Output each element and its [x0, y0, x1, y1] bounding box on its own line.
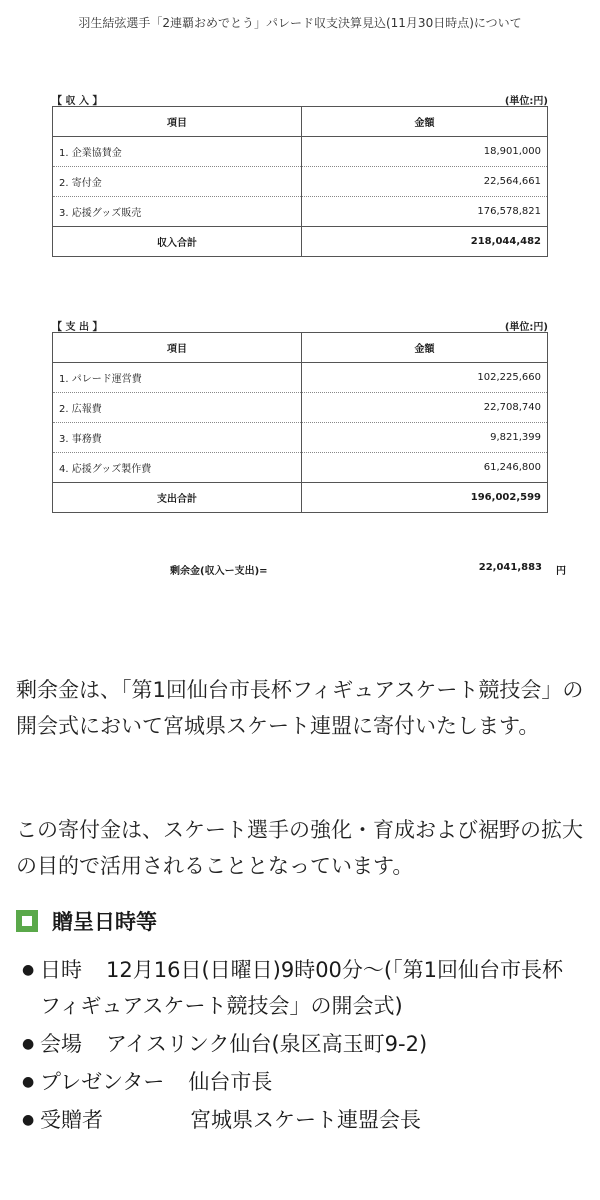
- income-section-header: [52, 92, 548, 107]
- document-title: 羽生結弦選手「2連覇おめでとう」パレード収支決算見込(11月30日時点)について: [78, 16, 522, 30]
- income-label: 【 収 入 】: [52, 96, 103, 107]
- table-row: [53, 167, 548, 197]
- list-item-body: [40, 952, 582, 1024]
- expense-amount: 102,225,660: [302, 363, 548, 393]
- list-item-label: 会場: [40, 1032, 82, 1056]
- list-item-label: 日時: [40, 958, 82, 982]
- list-item-body: [40, 1026, 582, 1062]
- table-row: [53, 453, 548, 483]
- list-item-value: 12月16日(日曜日)9時00分〜(「第1回仙台市長杯フィギュアスケート競技会」の開会式): [40, 958, 563, 1018]
- expense-item: 1. パレード運営費: [53, 363, 302, 393]
- list-item: [22, 1102, 582, 1138]
- income-total-label: 収入合計: [53, 227, 302, 257]
- income-header-row: [53, 107, 548, 137]
- bullet-icon: ●: [22, 1074, 35, 1090]
- income-amount: 18,901,000: [302, 137, 548, 167]
- section-heading: [16, 906, 157, 936]
- list-item: [22, 1064, 582, 1100]
- income-item: 2. 寄付金: [53, 167, 302, 197]
- bullet-icon: ●: [22, 1036, 35, 1052]
- income-total-row: [53, 227, 548, 257]
- expense-total-row: [53, 483, 548, 513]
- list-item: [22, 1026, 582, 1062]
- list-item-value: 宮城県スケート連盟会長: [190, 1108, 421, 1132]
- surplus-label: 剰余金(収入ー支出)=: [170, 566, 268, 577]
- expense-unit: (単位:円): [504, 322, 548, 333]
- list-item-body: [40, 1102, 582, 1138]
- list-item: [22, 952, 582, 1024]
- bullet-icon: ●: [22, 962, 35, 978]
- list-item-label: 受贈者: [40, 1108, 103, 1132]
- income-header-amount: 金額: [302, 107, 548, 137]
- table-row: [53, 363, 548, 393]
- income-item: 1. 企業協賛金: [53, 137, 302, 167]
- surplus-line: [170, 562, 566, 577]
- expense-total-amount: 196,002,599: [302, 483, 548, 513]
- bullet-icon: ●: [22, 1112, 35, 1128]
- table-row: [53, 423, 548, 453]
- expense-total-label: 支出合計: [53, 483, 302, 513]
- list-item-label: プレゼンター: [40, 1070, 165, 1094]
- expense-header-item: 項目: [53, 333, 302, 363]
- expense-label: 【 支 出 】: [52, 322, 103, 333]
- paragraph-donation: 剰余金は、「第1回仙台市長杯フィギュアスケート競技会」の開会式において宮城県スケート連盟に寄付いたします。: [16, 678, 584, 738]
- expense-amount: 9,821,399: [302, 423, 548, 453]
- list-item-value: アイスリンク仙台(泉区高玉町9-2): [106, 1032, 428, 1056]
- table-row: [53, 137, 548, 167]
- expense-amount: 22,708,740: [302, 393, 548, 423]
- presentation-details-list: [22, 952, 582, 1140]
- expense-header-amount: 金額: [302, 333, 548, 363]
- expense-item: 3. 事務費: [53, 423, 302, 453]
- surplus-unit: 円: [556, 566, 566, 577]
- surplus-amount: 22,041,883: [478, 562, 542, 573]
- expense-item: 2. 広報費: [53, 393, 302, 423]
- income-total-amount: 218,044,482: [302, 227, 548, 257]
- table-row: [53, 197, 548, 227]
- income-item: 3. 応援グッズ販売: [53, 197, 302, 227]
- expense-section-header: [52, 318, 548, 333]
- expense-item: 4. 応援グッズ製作費: [53, 453, 302, 483]
- income-table: [52, 106, 548, 257]
- expense-table: [52, 332, 548, 513]
- expense-header-row: [53, 333, 548, 363]
- list-item-body: [40, 1064, 582, 1100]
- table-row: [53, 393, 548, 423]
- green-square-icon: [16, 910, 38, 932]
- income-unit: (単位:円): [504, 96, 548, 107]
- paragraph-purpose: この寄付金は、スケート選手の強化・育成および裾野の拡大の目的で活用されることとなっています。: [16, 818, 583, 878]
- income-header-item: 項目: [53, 107, 302, 137]
- list-item-value: 仙台市長: [188, 1070, 273, 1094]
- income-amount: 22,564,661: [302, 167, 548, 197]
- expense-amount: 61,246,800: [302, 453, 548, 483]
- section-heading-text: 贈呈日時等: [52, 910, 157, 934]
- income-amount: 176,578,821: [302, 197, 548, 227]
